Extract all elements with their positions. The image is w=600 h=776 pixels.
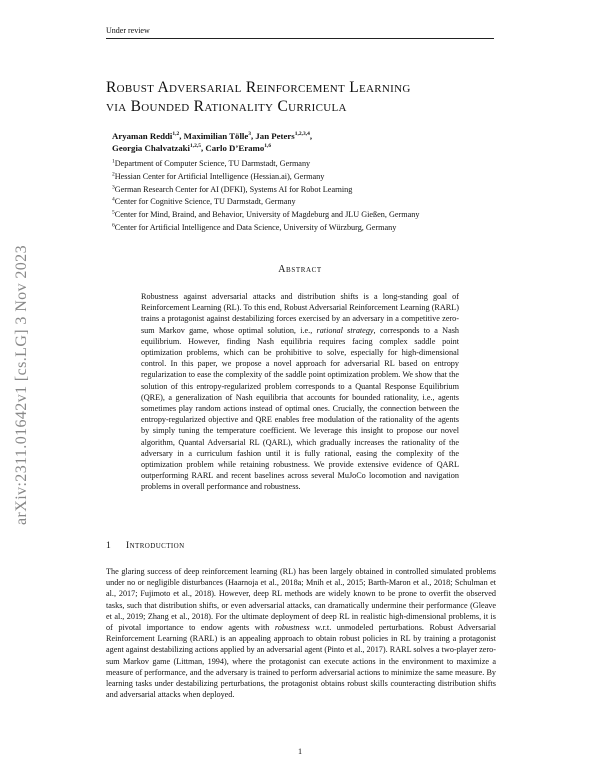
affiliation-text: German Research Center for AI (DFKI), Systems AI for Robot Learning (114, 184, 353, 194)
affiliation-item (112, 158, 419, 171)
affiliation-sup: 6 (112, 222, 115, 229)
intro-emphasis: robustness (274, 623, 310, 633)
author-line-2: Georgia Chalvatzaki$^{1,2,5}$, Carlo D’Eramo$^{1,6}$ (112, 143, 272, 153)
affiliation-sup: 2 (112, 171, 115, 178)
affiliation-text: Center for Artificial Intelligence and Data Science, University of Würzburg, Germany (114, 222, 397, 232)
author-list (112, 130, 312, 154)
page-number: 1 (297, 747, 303, 756)
title-line-2 (106, 97, 506, 116)
affiliation-sup: 1 (112, 158, 115, 165)
abstract-heading (0, 264, 600, 275)
title-line-2-text: via Bounded Rationality Curricula (106, 98, 347, 115)
affiliation-sup: 5 (112, 209, 115, 216)
affiliation-sup: 3 (112, 183, 115, 190)
affiliation-text: Department of Computer Science, TU Darmstadt, Germany (114, 159, 311, 168)
section-title: Introduction (126, 540, 185, 551)
header-rule (106, 38, 494, 39)
arxiv-stamp-area (2, 200, 42, 570)
intro-text-part-2: w.r.t. unmodeled perturbations. Robust Adversarial Reinforcement Learning (RARL) is an appealing approach to obtain robust policies in RL by training a protagonist agent against destabilizing actions applied by an adversarial agent (Pinto et al., 2017). RARL solves a two-player zero-sum Markov game (Littman, 1994), where the protagonist can execute actions in the environment to maximize a measure of performance, and the adversary is trained to perform adversarial actions to minimize the same measure. By learning tasks under destabilizing perturbations, the protagonist obtains robust skills counteracting distribution shifts and adversarial attacks when deployed. (106, 623, 496, 700)
author-affil-sup: 1,2,3,4 (294, 131, 310, 138)
abstract-emphasis: rational strategy (316, 325, 374, 335)
affiliation-item (112, 196, 419, 209)
author-name: Jan Peters (255, 131, 295, 141)
author-name: Aryaman Reddi (112, 131, 173, 141)
author-name: Georgia Chalvatzaki (112, 143, 190, 153)
abstract-text-part-2: , corresponds to a Nash equilibrium. However, finding Nash equilibria requires facing complex saddle point optimization problems, which can be prohibitive to solve, especially for high-dimensional control. In this paper, we propose a novel approach for adversarial RL based on entropy regularization to ease the complexity of the saddle point optimization problem. We show that the solution of this entropy-regularized problem corresponds to a Quantal Response Equilibrium (QRE), a generalization of Nash equilibria that accounts for bounded rationality, i.e., agents sometimes play random actions instead of optimal ones. Crucially, the connection between the entropy-regularized objective and QRE enables free modulation of the rationality of the agents by simply tuning the temperature coefficient. We leverage this insight to propose our novel algorithm, Quantal Adversarial RL (QARL), which gradually increases the rationality of the adversary in a curriculum fashion until it is fully rational, easing the complexity of the optimization problem while retaining robustness. We provide extensive evidence of QARL outperforming RARL and recent baselines across several MuJoCo locomotion and navigation problems in overall performance and robustness. (141, 325, 459, 492)
title-line-1 (106, 78, 506, 97)
title-line-1-text: Robust Adversarial Reinforcement Learning (106, 79, 411, 96)
arxiv-stamp: arXiv:2311.01642v1 [cs.LG] 3 Nov 2023 (13, 245, 30, 525)
introduction-paragraph (106, 566, 496, 700)
abstract-heading-text: Abstract (278, 264, 322, 275)
affiliation-item (112, 209, 419, 222)
running-header: Under review (106, 26, 150, 35)
author-name: Carlo D’Eramo (205, 143, 265, 153)
affiliation-item (112, 171, 419, 184)
author-affil-sup: 1,2,5 (189, 143, 201, 150)
affiliation-item (112, 184, 419, 197)
affiliation-text: Hessian Center for Artificial Intelligence (Hessian.ai), Germany (114, 171, 325, 181)
affiliation-item (112, 222, 419, 235)
affiliation-text: Center for Mind, Braind, and Behavior, University of Magdeburg and JLU Gießen, Germany (114, 210, 420, 220)
author-affil-sup: 3 (248, 131, 251, 138)
affiliation-sup: 4 (112, 196, 115, 203)
paper-title (106, 78, 506, 116)
author-name: Maximilian Tölle (183, 131, 249, 141)
author-line-1: Aryaman Reddi$^{1,2}$, Maximilian Tölle$^3$, Jan Peters$^{1,2,3,4}$, (112, 131, 313, 141)
author-affil-sup: 1,2 (172, 131, 180, 138)
section-number: 1 (106, 540, 112, 551)
abstract-text-part-1: Robustness against adversarial attacks and distribution shifts is a long-standing goal of Reinforcement Learning (RL). To this end, Robust Adversarial Reinforcement Learning (RARL) trains a protagonist against destabilizing forces exercised by an adversary in a competitive zero-sum Markov game, whose optimal solution, i.e., (141, 292, 459, 335)
affiliation-list (112, 158, 419, 235)
section-heading (106, 540, 185, 551)
abstract-body (141, 291, 459, 493)
author-affil-sup: 1,6 (264, 143, 272, 150)
intro-text-part-1: The glaring success of deep reinforcement learning (RL) has been largely obtained in controlled simulated problems under no or negligible disturbances (Haarnoja et al., 2018a; Mnih et al., 2015; Barth-Maron et al., 2018; Schulman et al., 2017; Fujimoto et al., 2018). However, deep RL methods are widely known to be prone to overfit the observed tasks, such that distribution shifts, or even adversarial attacks, can dramatically undermine their performance (Gleave et al., 2019; Zhang et al., 2018). For the ultimate deployment of deep RL in realistic high-dimensional problems, it is of pivotal importance to endow agents with (106, 567, 496, 633)
affiliation-text: Center for Cognitive Science, TU Darmstadt, Germany (114, 197, 296, 207)
